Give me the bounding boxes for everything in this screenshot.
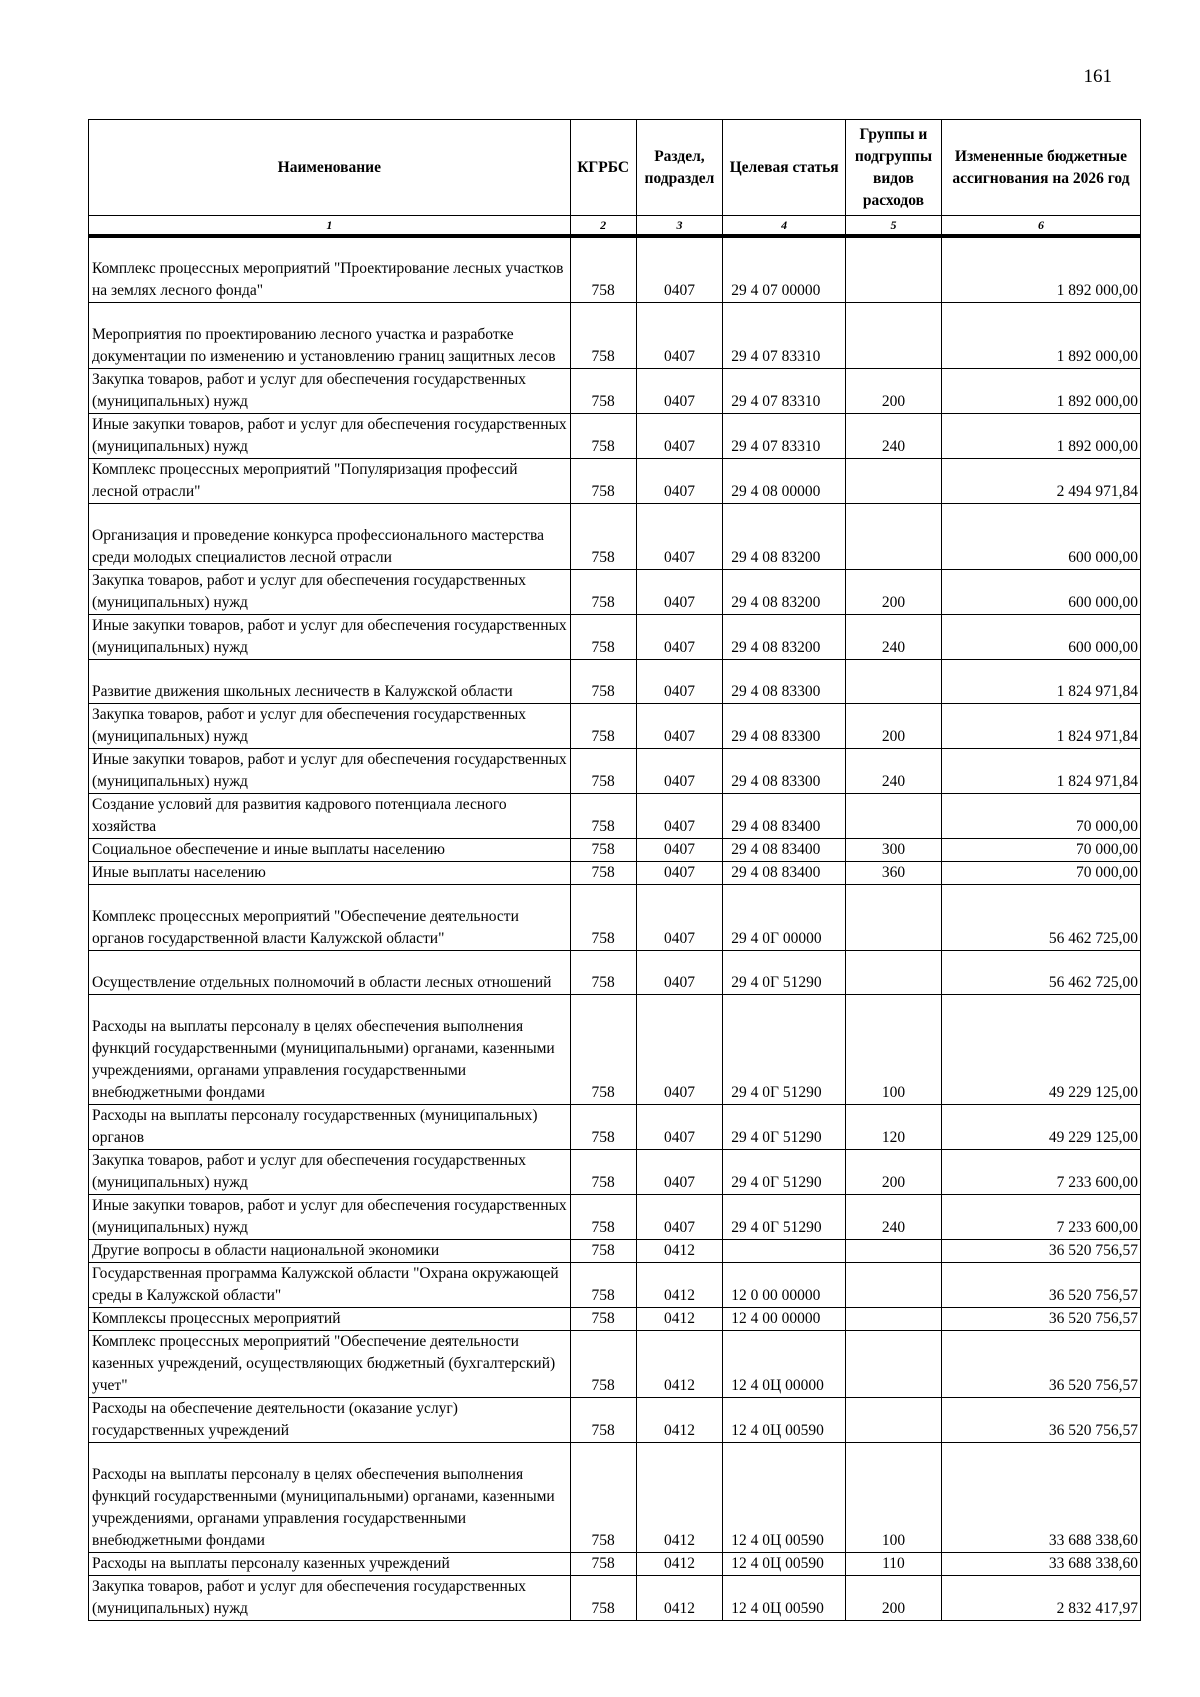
header-section: Раздел, подраздел [636,120,723,216]
row-group: 200 [845,1575,941,1620]
row-kgrbs: 758 [570,1104,636,1149]
header-name: Наименование [89,120,571,216]
row-target: 29 4 0Г 51290 [723,994,846,1104]
row-section: 0407 [636,236,723,302]
row-group [845,793,941,838]
row-section: 0407 [636,861,723,884]
row-section: 0407 [636,569,723,614]
table-row [89,703,1141,748]
table-row [89,748,1141,793]
row-target: 29 4 08 83300 [723,748,846,793]
table-row [89,413,1141,458]
row-kgrbs: 758 [570,950,636,994]
row-kgrbs: 758 [570,614,636,659]
row-section: 0407 [636,994,723,1104]
row-target: 29 4 08 00000 [723,458,846,503]
row-group: 100 [845,994,941,1104]
row-amount: 36 520 756,57 [941,1307,1140,1330]
row-kgrbs: 758 [570,368,636,413]
row-target: 12 4 0Ц 00590 [723,1397,846,1442]
row-target: 29 4 0Г 51290 [723,950,846,994]
row-amount: 1 892 000,00 [941,236,1140,302]
row-name: Другие вопросы в области национальной экономики [89,1239,571,1262]
row-group: 200 [845,368,941,413]
row-kgrbs: 758 [570,1194,636,1239]
row-amount: 36 520 756,57 [941,1262,1140,1307]
row-group [845,1330,941,1397]
row-section: 0407 [636,950,723,994]
page-number: 161 [1083,66,1112,87]
row-kgrbs: 758 [570,838,636,861]
row-group [845,458,941,503]
row-section: 0407 [636,748,723,793]
row-section: 0407 [636,503,723,569]
row-kgrbs: 758 [570,1149,636,1194]
row-target: 29 4 0Г 51290 [723,1149,846,1194]
header-amount: Измененные бюджетные ассигнования на 2026 год [941,120,1140,216]
row-target: 29 4 07 83310 [723,302,846,368]
row-section: 0407 [636,659,723,703]
row-name: Иные закупки товаров, работ и услуг для обеспечения государственных (муниципальных) нужд [89,1194,571,1239]
row-amount: 70 000,00 [941,793,1140,838]
row-group [845,950,941,994]
row-name: Осуществление отдельных полномочий в области лесных отношений [89,950,571,994]
row-group: 120 [845,1104,941,1149]
row-kgrbs: 758 [570,569,636,614]
table-row [89,368,1141,413]
row-kgrbs: 758 [570,793,636,838]
row-kgrbs: 758 [570,748,636,793]
row-name: Комплекс процессных мероприятий "Проектирование лесных участков на землях лесного фонда" [89,236,571,302]
row-name: Государственная программа Калужской области "Охрана окружающей среды в Калужской области" [89,1262,571,1307]
header-row [89,120,1141,216]
row-group: 300 [845,838,941,861]
column-number: 1 [89,216,571,237]
row-target: 29 4 0Г 51290 [723,1194,846,1239]
table-row [89,1149,1141,1194]
row-group: 240 [845,748,941,793]
row-group: 100 [845,1442,941,1552]
table-row [89,994,1141,1104]
row-target: 12 4 0Ц 00590 [723,1552,846,1575]
row-amount: 1 824 971,84 [941,659,1140,703]
row-kgrbs: 758 [570,1330,636,1397]
row-group [845,1239,941,1262]
row-group [845,659,941,703]
row-name: Иные закупки товаров, работ и услуг для обеспечения государственных (муниципальных) нужд [89,748,571,793]
row-group [845,1397,941,1442]
row-amount: 49 229 125,00 [941,1104,1140,1149]
row-section: 0412 [636,1307,723,1330]
row-amount: 7 233 600,00 [941,1194,1140,1239]
table-row [89,838,1141,861]
row-group [845,884,941,950]
row-name: Иные выплаты населению [89,861,571,884]
row-section: 0407 [636,1104,723,1149]
row-section: 0407 [636,458,723,503]
row-kgrbs: 758 [570,1552,636,1575]
row-name: Комплекс процессных мероприятий "Обеспечение деятельности казенных учреждений, осуществляющих бюджетный (бухгалтерский) учет" [89,1330,571,1397]
row-kgrbs: 758 [570,1262,636,1307]
row-target: 29 4 07 83310 [723,413,846,458]
row-name: Иные закупки товаров, работ и услуг для обеспечения государственных (муниципальных) нужд [89,614,571,659]
row-section: 0412 [636,1330,723,1397]
table-row [89,458,1141,503]
header-groups: Группы и подгруппы видов расходов [845,120,941,216]
row-name: Создание условий для развития кадрового потенциала лесного хозяйства [89,793,571,838]
row-amount: 7 233 600,00 [941,1149,1140,1194]
row-target: 29 4 08 83400 [723,793,846,838]
row-amount: 600 000,00 [941,614,1140,659]
table-row [89,1104,1141,1149]
row-group [845,302,941,368]
row-amount: 2 832 417,97 [941,1575,1140,1620]
table-row [89,614,1141,659]
row-section: 0407 [636,703,723,748]
row-kgrbs: 758 [570,703,636,748]
row-section: 0407 [636,368,723,413]
row-group [845,236,941,302]
row-name: Иные закупки товаров, работ и услуг для обеспечения государственных (муниципальных) нужд [89,413,571,458]
row-name: Расходы на выплаты персоналу государственных (муниципальных) органов [89,1104,571,1149]
table-row [89,1330,1141,1397]
row-amount: 1 892 000,00 [941,368,1140,413]
row-target: 12 0 00 00000 [723,1262,846,1307]
row-name: Организация и проведение конкурса профессионального мастерства среди молодых специалистов лесной отрасли [89,503,571,569]
row-kgrbs: 758 [570,503,636,569]
row-amount: 1 824 971,84 [941,748,1140,793]
row-target: 29 4 08 83200 [723,614,846,659]
row-section: 0407 [636,302,723,368]
row-name: Мероприятия по проектированию лесного участка и разработке документации по изменению и установлению границ защитных лесов [89,302,571,368]
row-target: 29 4 08 83300 [723,703,846,748]
table-body [89,236,1141,1620]
table-row [89,884,1141,950]
row-amount: 49 229 125,00 [941,994,1140,1104]
row-section: 0412 [636,1575,723,1620]
row-section: 0412 [636,1262,723,1307]
row-name: Расходы на выплаты персоналу в целях обеспечения выполнения функций государственными (муниципальными) органами, казенными учреждениями, органами управления государственными внебюджетными фондами [89,994,571,1104]
row-name: Расходы на обеспечение деятельности (оказание услуг) государственных учреждений [89,1397,571,1442]
row-amount: 36 520 756,57 [941,1397,1140,1442]
row-target: 29 4 08 83300 [723,659,846,703]
table-row [89,1552,1141,1575]
row-section: 0412 [636,1397,723,1442]
table-row [89,1262,1141,1307]
row-amount: 600 000,00 [941,503,1140,569]
row-kgrbs: 758 [570,1397,636,1442]
row-group: 360 [845,861,941,884]
row-target: 12 4 0Ц 00590 [723,1575,846,1620]
row-name: Закупка товаров, работ и услуг для обеспечения государственных (муниципальных) нужд [89,703,571,748]
table-row [89,236,1141,302]
row-amount: 70 000,00 [941,838,1140,861]
row-kgrbs: 758 [570,659,636,703]
row-section: 0412 [636,1239,723,1262]
row-target: 29 4 08 83400 [723,861,846,884]
row-target [723,1239,846,1262]
row-target: 29 4 08 83200 [723,503,846,569]
row-name: Социальное обеспечение и иные выплаты населению [89,838,571,861]
row-kgrbs: 758 [570,861,636,884]
row-kgrbs: 758 [570,458,636,503]
row-kgrbs: 758 [570,994,636,1104]
row-kgrbs: 758 [570,1575,636,1620]
row-target: 12 4 00 00000 [723,1307,846,1330]
row-name: Расходы на выплаты персоналу казенных учреждений [89,1552,571,1575]
table-row [89,569,1141,614]
row-target: 12 4 0Ц 00000 [723,1330,846,1397]
row-name: Закупка товаров, работ и услуг для обеспечения государственных (муниципальных) нужд [89,368,571,413]
row-target: 29 4 0Г 51290 [723,1104,846,1149]
row-name: Комплексы процессных мероприятий [89,1307,571,1330]
row-group: 200 [845,569,941,614]
row-amount: 36 520 756,57 [941,1239,1140,1262]
table-row [89,659,1141,703]
table-row [89,1194,1141,1239]
table-row [89,1307,1141,1330]
row-amount: 33 688 338,60 [941,1552,1140,1575]
table-row [89,1239,1141,1262]
row-kgrbs: 758 [570,236,636,302]
header-target: Целевая статья [723,120,846,216]
row-section: 0412 [636,1552,723,1575]
row-group [845,503,941,569]
row-target: 29 4 0Г 00000 [723,884,846,950]
row-target: 29 4 07 00000 [723,236,846,302]
row-group: 240 [845,413,941,458]
table-row [89,950,1141,994]
table-row [89,302,1141,368]
row-group: 200 [845,703,941,748]
column-number: 4 [723,216,846,237]
header-kgrbs: КГРБС [570,120,636,216]
row-amount: 1 824 971,84 [941,703,1140,748]
row-amount: 1 892 000,00 [941,413,1140,458]
row-amount: 56 462 725,00 [941,950,1140,994]
row-name: Закупка товаров, работ и услуг для обеспечения государственных (муниципальных) нужд [89,1575,571,1620]
row-target: 29 4 08 83400 [723,838,846,861]
row-kgrbs: 758 [570,302,636,368]
row-amount: 600 000,00 [941,569,1140,614]
row-kgrbs: 758 [570,413,636,458]
row-amount: 2 494 971,84 [941,458,1140,503]
row-section: 0412 [636,1442,723,1552]
column-number: 2 [570,216,636,237]
table-row [89,1575,1141,1620]
row-section: 0407 [636,793,723,838]
column-number: 6 [941,216,1140,237]
row-section: 0407 [636,884,723,950]
column-number: 5 [845,216,941,237]
row-target: 29 4 07 83310 [723,368,846,413]
row-section: 0407 [636,413,723,458]
row-target: 12 4 0Ц 00590 [723,1442,846,1552]
row-group [845,1307,941,1330]
table-row [89,861,1141,884]
row-group: 240 [845,1194,941,1239]
table-row [89,503,1141,569]
row-amount: 56 462 725,00 [941,884,1140,950]
row-amount: 70 000,00 [941,861,1140,884]
row-section: 0407 [636,838,723,861]
row-name: Закупка товаров, работ и услуг для обеспечения государственных (муниципальных) нужд [89,1149,571,1194]
row-name: Расходы на выплаты персоналу в целях обеспечения выполнения функций государственными (муниципальными) органами, казенными учреждениями, органами управления государственными внебюджетными фондами [89,1442,571,1552]
row-amount: 1 892 000,00 [941,302,1140,368]
row-amount: 33 688 338,60 [941,1442,1140,1552]
row-section: 0407 [636,1149,723,1194]
table-row [89,1442,1141,1552]
row-name: Развитие движения школьных лесничеств в Калужской области [89,659,571,703]
budget-table [88,119,1141,1621]
row-name: Комплекс процессных мероприятий "Популяризация профессий лесной отрасли" [89,458,571,503]
row-kgrbs: 758 [570,1442,636,1552]
row-name: Комплекс процессных мероприятий "Обеспечение деятельности органов государственной власти Калужской области" [89,884,571,950]
row-target: 29 4 08 83200 [723,569,846,614]
row-amount: 36 520 756,57 [941,1330,1140,1397]
row-group: 110 [845,1552,941,1575]
row-group: 240 [845,614,941,659]
row-group [845,1262,941,1307]
table-row [89,793,1141,838]
table-row [89,1397,1141,1442]
row-kgrbs: 758 [570,1307,636,1330]
column-number-row [89,216,1141,237]
row-kgrbs: 758 [570,1239,636,1262]
row-name: Закупка товаров, работ и услуг для обеспечения государственных (муниципальных) нужд [89,569,571,614]
row-section: 0407 [636,614,723,659]
row-section: 0407 [636,1194,723,1239]
row-group: 200 [845,1149,941,1194]
row-kgrbs: 758 [570,884,636,950]
column-number: 3 [636,216,723,237]
